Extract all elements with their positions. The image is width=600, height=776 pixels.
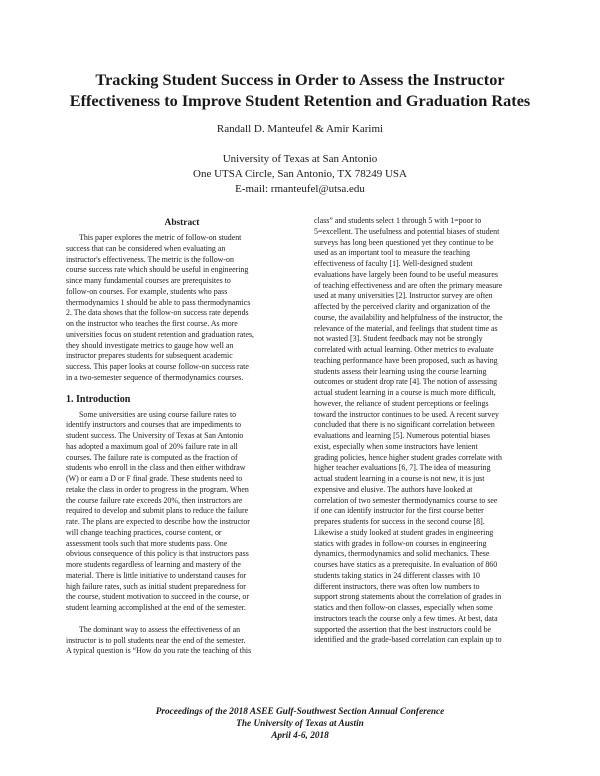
title-line: Effectiveness to Improve Student Retention and Graduation Rates xyxy=(69,91,531,110)
text-line: used as an important tool to measure the teaching xyxy=(314,248,471,258)
text-line: rate. The plans are expected to describe how the instructor xyxy=(66,517,250,526)
text-line: dynamics, thermodynamics and solid mechanics. These xyxy=(314,549,490,559)
text-line: thermodynamics 1 should be able to pass thermodynamics xyxy=(66,297,251,307)
text-line: A typical question is “How do you rate the teaching of this xyxy=(66,646,252,656)
text-line: students who enroll in the class and then either withdraw xyxy=(66,463,246,473)
text-line: instructor is to poll students near the end of the semester. xyxy=(66,635,246,645)
text-line: different instructors, there was often low numbers to xyxy=(314,581,480,591)
text-line: since many fundamental courses are prerequisites to xyxy=(66,276,231,285)
introduction-continuation xyxy=(314,216,546,646)
text-line: universities focus on student retention and graduation rates, xyxy=(66,329,255,339)
conference-footer xyxy=(40,706,560,742)
text-line: (W) or earn a D or F final grade. These students need to xyxy=(66,474,243,483)
text-line: required to develop and submit plans to reduce the failure xyxy=(66,506,249,516)
text-line: success that can be considered when evaluating an xyxy=(66,243,226,253)
text-line: evaluations and learning [5]. Numerous potential biases xyxy=(314,431,490,440)
text-line: will change teaching practices, course content, or xyxy=(66,527,222,537)
text-line: concluded that there is no significant correlation between xyxy=(314,420,495,430)
text-line: obvious consequence of this policy is that instructors pass xyxy=(66,549,249,559)
text-line: statics with grades in follow-on courses in engineering xyxy=(314,538,487,548)
text-line: on the instructor who teaches the first course. As more xyxy=(66,319,238,328)
text-line: course, the availability and helpfulness of the instructor, the xyxy=(314,312,503,322)
abstract-body xyxy=(66,233,298,384)
affiliation-email: E-mail: rmanteufel@utsa.edu xyxy=(235,183,365,195)
text-line: teaching performance have been proposed, such as having xyxy=(314,355,498,365)
text-line: expensive and elusive. The authors have looked at xyxy=(314,484,473,494)
text-line: class” and students select 1 through 5 with 1=poor to xyxy=(314,216,482,225)
text-line: The dominant way to assess the effectiveness of an xyxy=(79,624,241,634)
text-line: affected by the perceived clarity and organization of the xyxy=(314,302,491,311)
text-line: Some universities are using course failure rates to xyxy=(79,409,237,419)
text-line: relevance of the material, and feelings that student time as xyxy=(314,323,498,333)
left-column xyxy=(66,216,298,657)
text-line: success. This paper looks at course follow-on success rate xyxy=(66,362,249,371)
text-line: outcomes or student drop rate [4]. The notion of assessing xyxy=(314,377,498,387)
text-line: actual student learning in a course is much more difficult, xyxy=(314,388,496,397)
text-line: the course failure rate exceeds 20%, then instructors are xyxy=(66,495,243,505)
text-line: instructors teach the course only a few times. At best, data xyxy=(314,613,498,623)
text-line: identified and the grade-based correlation can explain up to xyxy=(314,635,502,645)
introduction-paragraph xyxy=(66,625,298,657)
text-line: effectiveness of faculty [1]. Well-designed student xyxy=(314,259,473,268)
text-line: actual student learning in a course is not new, it is just xyxy=(314,474,485,483)
text-line: student success. The University of Texas at San Antonio xyxy=(66,431,244,440)
text-line: retake the class in order to progress in the program. When xyxy=(66,484,249,494)
text-line: 2. The data shows that the follow-on success rate depends xyxy=(66,308,249,318)
text-line: however, the reliance of student perceptions or feelings xyxy=(314,398,489,408)
right-column xyxy=(314,216,546,646)
footer-proceedings: Proceedings of the 2018 ASEE Gulf-Southwest Section Annual Conference xyxy=(155,707,445,717)
text-line: assessment tools such that more students pass. One xyxy=(66,538,228,548)
abstract-heading: Abstract xyxy=(164,218,200,228)
text-line: in a two-semester sequence of thermodynamics courses. xyxy=(66,372,244,382)
text-line: This paper explores the metric of follow-on student xyxy=(79,233,242,242)
text-line: of teaching effectiveness and are often the primary measure xyxy=(314,280,503,290)
text-line: student learning accomplished at the end of the semester. xyxy=(66,603,246,612)
text-line: high failure rates, such as initial student preparedness for xyxy=(66,581,246,591)
text-line: material. There is little initiative to understand causes for xyxy=(66,570,247,580)
text-line: higher teacher evaluations [6, 7]. The idea of measuring xyxy=(314,463,491,473)
text-line: supported the assertion that the best instructors could be xyxy=(314,624,492,634)
footer-date: April 4-6, 2018 xyxy=(271,731,329,741)
affiliation xyxy=(40,152,560,197)
text-line: not wasted [3]. Student feedback may not be strongly xyxy=(314,334,483,344)
footer-venue: The University of Texas at Austin xyxy=(236,719,364,729)
text-line: students taking statics in 24 different classes with 10 xyxy=(314,570,480,580)
authors: Randall D. Manteufel & Amir Karimi xyxy=(216,123,384,135)
text-line: identify instructors and courses that are impediments to xyxy=(66,420,242,430)
text-line: courses have statics as a prerequisite. In evaluation of 860 xyxy=(314,560,498,569)
text-line: surveys has long been questioned yet they continue to be xyxy=(314,237,494,247)
text-line: if one can identify instructor for the first course better xyxy=(314,506,484,516)
text-line: students assess their learning using the course learning xyxy=(314,366,487,376)
introduction-paragraph xyxy=(66,410,298,614)
paper-title xyxy=(40,69,560,111)
text-line: they should investigate metrics to gauge how well an xyxy=(66,340,234,350)
text-line: course success rate which should be useful in engineering xyxy=(66,265,249,275)
text-line: evaluations have largely been found to be useful measures xyxy=(314,269,498,279)
text-line: has adopted a maximum goal of 20% failure rate in all xyxy=(66,441,238,451)
text-line: more students regardless of learning and mastery of the xyxy=(66,560,241,569)
text-line: statics and then follow-on classes, especially when some xyxy=(314,603,493,612)
text-line: grading policies, hence higher student grades correlate with xyxy=(314,452,502,462)
text-line: used at many universities [2]. Instructor survey are often xyxy=(314,291,493,301)
text-line: instructor's effectiveness. The metric is the follow-on xyxy=(66,254,234,264)
title-line: Tracking Student Success in Order to Assess the Instructor xyxy=(95,70,505,89)
text-line: instructor prepares students for subsequent academic xyxy=(66,351,233,361)
affiliation-line: One UTSA Circle, San Antonio, TX 78249 USA xyxy=(193,168,407,180)
text-line: prepares students for success in the second course [8]. xyxy=(314,517,485,526)
text-line: support strong statements about the correlation of grades in xyxy=(314,592,502,602)
text-line: exist, especially when some instructors have lenient xyxy=(314,441,478,451)
introduction-heading: 1. Introduction xyxy=(66,393,131,405)
text-line: correlated with actual learning. Other metrics to evaluate xyxy=(314,345,494,354)
text-line: courses. The failure rate is computed as the fraction of xyxy=(66,452,238,462)
text-line: follow-on courses. For example, students who pass xyxy=(66,286,228,296)
affiliation-line: University of Texas at San Antonio xyxy=(222,153,378,165)
text-line: Likewise a study looked at student grades in engineering xyxy=(314,527,494,537)
text-line: 5=excellent. The usefulness and potential biases of student xyxy=(314,226,500,236)
text-line: the course, student motivation to succeed in the course, or xyxy=(66,592,249,602)
text-line: toward the instructor continues to be used. A recent survey xyxy=(314,409,499,419)
text-line: correlation of two semester thermodynamics course to see xyxy=(314,495,498,505)
